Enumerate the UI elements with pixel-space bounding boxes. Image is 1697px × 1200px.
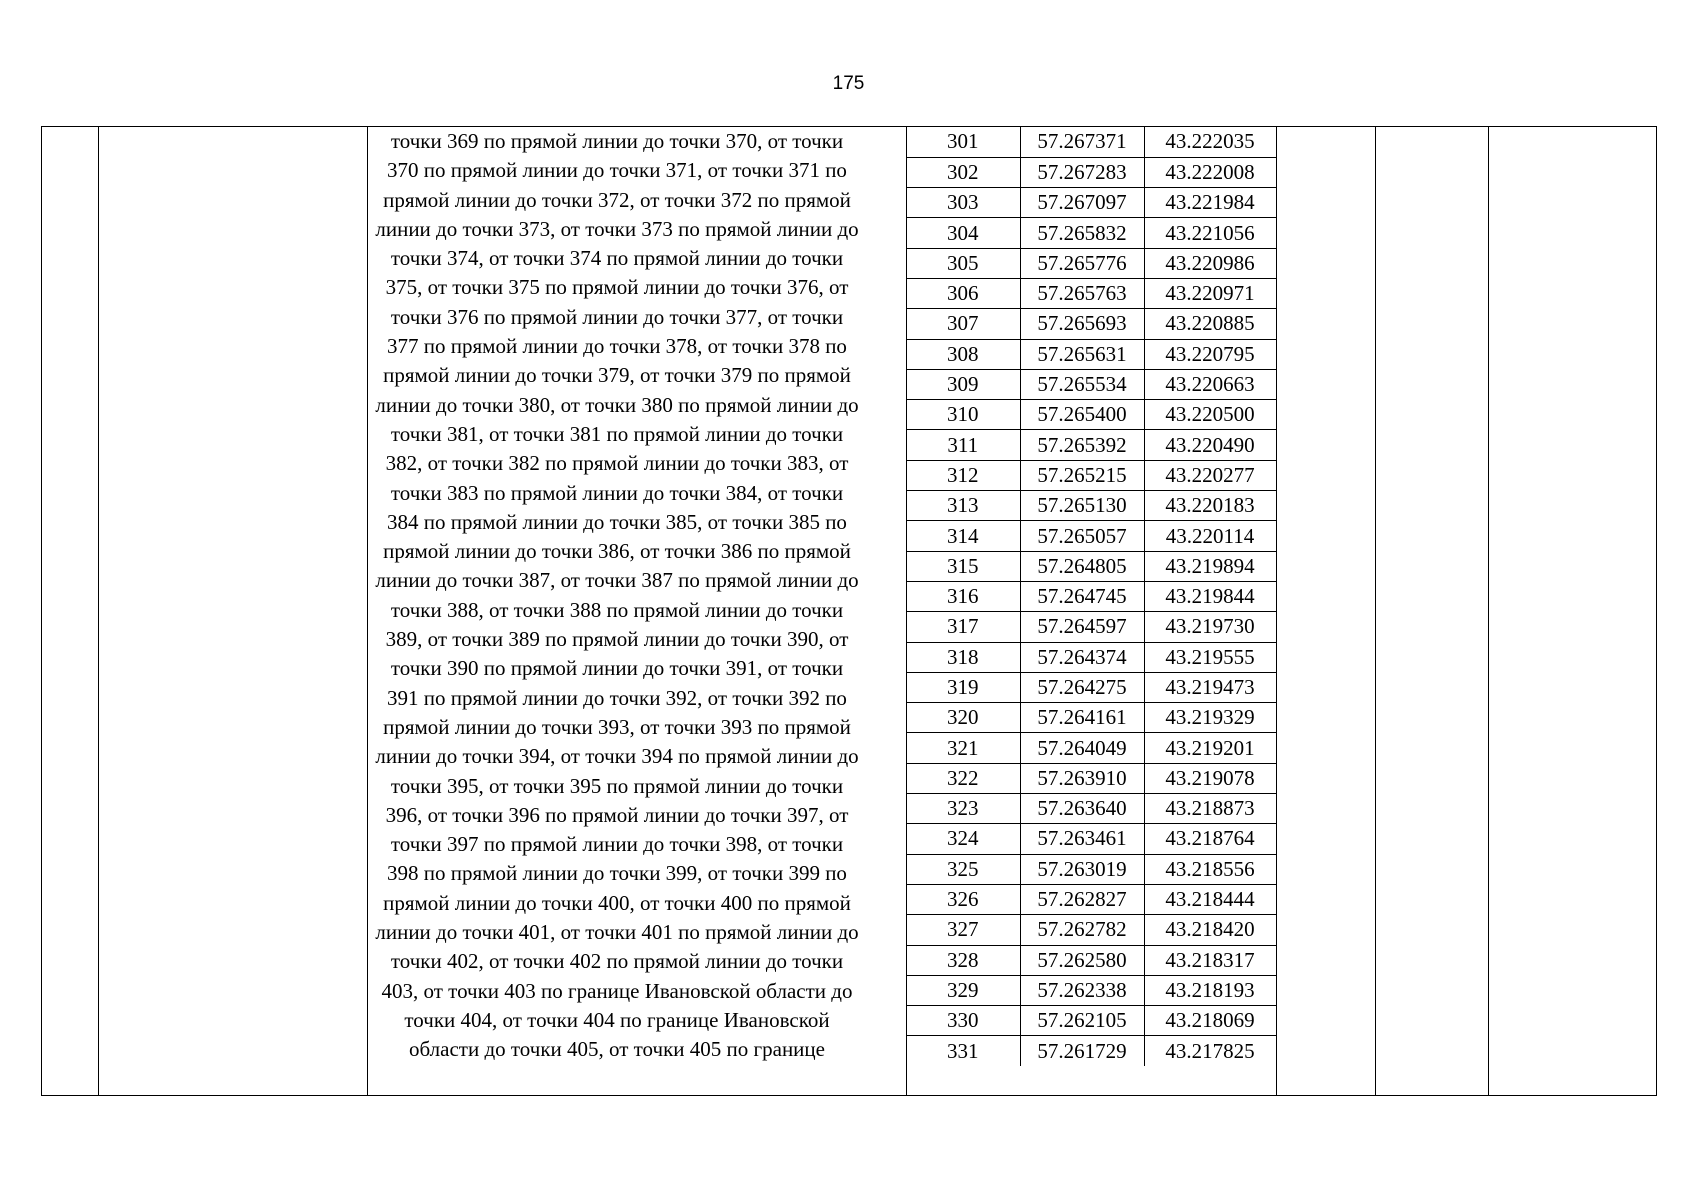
- table-row: [906, 309, 1276, 339]
- longitude-cell: 43.219844: [1144, 581, 1276, 611]
- point-number: 304: [906, 218, 1020, 248]
- longitude-cell: 43.222035: [1144, 127, 1276, 157]
- boundary-table: [41, 126, 1657, 1096]
- latitude-cell: 57.263910: [1020, 763, 1144, 793]
- latitude-cell: 57.265776: [1020, 248, 1144, 278]
- longitude-cell: 43.220114: [1144, 521, 1276, 551]
- point-number: 326: [906, 884, 1020, 914]
- table-row: [906, 794, 1276, 824]
- table-row: [906, 278, 1276, 308]
- longitude-cell: 43.220490: [1144, 430, 1276, 460]
- point-number: 329: [906, 975, 1020, 1005]
- point-number: 322: [906, 763, 1020, 793]
- latitude-cell: 57.262580: [1020, 945, 1144, 975]
- table-row: [906, 521, 1276, 551]
- latitude-cell: 57.261729: [1020, 1036, 1144, 1066]
- table-row: [906, 188, 1276, 218]
- point-number: 316: [906, 581, 1020, 611]
- latitude-cell: 57.267097: [1020, 188, 1144, 218]
- point-number: 305: [906, 248, 1020, 278]
- table-row: [906, 157, 1276, 187]
- latitude-cell: 57.267371: [1020, 127, 1144, 157]
- longitude-cell: 43.219555: [1144, 642, 1276, 672]
- point-number: 308: [906, 339, 1020, 369]
- longitude-cell: 43.219894: [1144, 551, 1276, 581]
- point-number: 315: [906, 551, 1020, 581]
- table-row: [906, 703, 1276, 733]
- longitude-cell: 43.218764: [1144, 824, 1276, 854]
- point-number: 317: [906, 612, 1020, 642]
- longitude-cell: 43.220885: [1144, 309, 1276, 339]
- longitude-cell: 43.218193: [1144, 975, 1276, 1005]
- longitude-cell: 43.219201: [1144, 733, 1276, 763]
- coordinates-table: [906, 127, 1277, 1066]
- table-row: [906, 763, 1276, 793]
- longitude-cell: 43.220500: [1144, 400, 1276, 430]
- table-row: [906, 460, 1276, 490]
- table-row: [906, 824, 1276, 854]
- latitude-cell: 57.264374: [1020, 642, 1144, 672]
- table-row: [906, 248, 1276, 278]
- latitude-cell: 57.264745: [1020, 581, 1144, 611]
- latitude-cell: 57.265763: [1020, 278, 1144, 308]
- table-row: [906, 339, 1276, 369]
- table-row: [906, 1006, 1276, 1036]
- latitude-cell: 57.264275: [1020, 672, 1144, 702]
- latitude-cell: 57.265057: [1020, 521, 1144, 551]
- latitude-cell: 57.265400: [1020, 400, 1144, 430]
- latitude-cell: 57.264597: [1020, 612, 1144, 642]
- table-row: [906, 672, 1276, 702]
- longitude-cell: 43.217825: [1144, 1036, 1276, 1066]
- longitude-cell: 43.219730: [1144, 612, 1276, 642]
- point-number: 324: [906, 824, 1020, 854]
- latitude-cell: 57.265693: [1020, 309, 1144, 339]
- table-row: [906, 854, 1276, 884]
- point-number: 301: [906, 127, 1020, 157]
- table-row: [906, 430, 1276, 460]
- table-row: [906, 581, 1276, 611]
- point-number: 325: [906, 854, 1020, 884]
- longitude-cell: 43.218873: [1144, 794, 1276, 824]
- point-number: 321: [906, 733, 1020, 763]
- column-divider: [98, 127, 99, 1095]
- point-number: 310: [906, 400, 1020, 430]
- latitude-cell: 57.265215: [1020, 460, 1144, 490]
- latitude-cell: 57.265130: [1020, 491, 1144, 521]
- table-row: [906, 369, 1276, 399]
- point-number: 303: [906, 188, 1020, 218]
- point-number: 328: [906, 945, 1020, 975]
- table-row: [906, 612, 1276, 642]
- table-row: [906, 551, 1276, 581]
- longitude-cell: 43.218317: [1144, 945, 1276, 975]
- table-row: [906, 127, 1276, 157]
- longitude-cell: 43.219078: [1144, 763, 1276, 793]
- longitude-cell: 43.220277: [1144, 460, 1276, 490]
- latitude-cell: 57.264805: [1020, 551, 1144, 581]
- longitude-cell: 43.220183: [1144, 491, 1276, 521]
- point-number: 319: [906, 672, 1020, 702]
- longitude-cell: 43.221056: [1144, 218, 1276, 248]
- page-number: 175: [832, 73, 865, 94]
- latitude-cell: 57.263019: [1020, 854, 1144, 884]
- point-number: 312: [906, 460, 1020, 490]
- table-row: [906, 1036, 1276, 1066]
- point-number: 311: [906, 430, 1020, 460]
- table-row: [906, 400, 1276, 430]
- table-row: [906, 218, 1276, 248]
- latitude-cell: 57.267283: [1020, 157, 1144, 187]
- point-number: 306: [906, 278, 1020, 308]
- longitude-cell: 43.219329: [1144, 703, 1276, 733]
- latitude-cell: 57.262782: [1020, 915, 1144, 945]
- longitude-cell: 43.218420: [1144, 915, 1276, 945]
- longitude-cell: 43.219473: [1144, 672, 1276, 702]
- point-number: 302: [906, 157, 1020, 187]
- column-divider: [1375, 127, 1376, 1095]
- longitude-cell: 43.218069: [1144, 1006, 1276, 1036]
- latitude-cell: 57.264161: [1020, 703, 1144, 733]
- boundary-description: точки 369 по прямой линии до точки 370, от точки 370 по прямой линии до точки 371, от точки 371 по прямой линии до точки 372, от точки 372 по прямой линии до точки 373, от точки 373 по прямой линии до точки 374, от точки 374 по прямой линии до точки 375, от точки 375 по прямой линии до точки 376, от точки 376 по прямой линии до точки 377, от точки 377 по прямой линии до точки 378, от точки 378 по прямой линии до точки 379, от точки 379 по прямой линии до точки 380, от точки 380 по прямой линии до точки 381, от точки 381 по прямой линии до точки 382, от точки 382 по прямой линии до точки 383, от точки 383 по прямой линии до точки 384, от точки 384 по прямой линии до точки 385, от точки 385 по прямой линии до точки 386, от точки 386 по прямой линии до точки 387, от точки 387 по прямой линии до точки 388, от точки 388 по прямой линии до точки 389, от точки 389 по прямой линии до точки 390, от точки 390 по прямой линии до точки 391, от точки 391 по прямой линии до точки 392, от точки 392 по прямой линии до точки 393, от точки 393 по прямой линии до точки 394, от точки 394 по прямой линии до точки 395, от точки 395 по прямой линии до точки 396, от точки 396 по прямой линии до точки 397, от точки 397 по прямой линии до точки 398, от точки 398 по прямой линии до точки 399, от точки 399 по прямой линии до точки 400, от точки 400 по прямой линии до точки 401, от точки 401 по прямой линии до точки 402, от точки 402 по прямой линии до точки 403, от точки 403 по границе Ивановской области до точки 404, от точки 404 по границе Ивановской области до точки 405, от точки 405 по границе: [375, 129, 859, 1062]
- latitude-cell: 57.265631: [1020, 339, 1144, 369]
- longitude-cell: 43.220795: [1144, 339, 1276, 369]
- table-row: [906, 884, 1276, 914]
- latitude-cell: 57.262338: [1020, 975, 1144, 1005]
- point-number: 313: [906, 491, 1020, 521]
- point-number: 314: [906, 521, 1020, 551]
- column-divider: [1488, 127, 1489, 1095]
- longitude-cell: 43.220971: [1144, 278, 1276, 308]
- table-row: [906, 491, 1276, 521]
- longitude-cell: 43.222008: [1144, 157, 1276, 187]
- table-row: [906, 642, 1276, 672]
- table-row: [906, 975, 1276, 1005]
- point-number: 330: [906, 1006, 1020, 1036]
- latitude-cell: 57.263461: [1020, 824, 1144, 854]
- latitude-cell: 57.262105: [1020, 1006, 1144, 1036]
- point-number: 309: [906, 369, 1020, 399]
- longitude-cell: 43.220986: [1144, 248, 1276, 278]
- point-number: 327: [906, 915, 1020, 945]
- latitude-cell: 57.264049: [1020, 733, 1144, 763]
- longitude-cell: 43.220663: [1144, 369, 1276, 399]
- point-number: 331: [906, 1036, 1020, 1066]
- longitude-cell: 43.221984: [1144, 188, 1276, 218]
- latitude-cell: 57.262827: [1020, 884, 1144, 914]
- longitude-cell: 43.218444: [1144, 884, 1276, 914]
- table-row: [906, 733, 1276, 763]
- point-number: 318: [906, 642, 1020, 672]
- point-number: 307: [906, 309, 1020, 339]
- point-number: 323: [906, 794, 1020, 824]
- latitude-cell: 57.265392: [1020, 430, 1144, 460]
- table-row: [906, 915, 1276, 945]
- latitude-cell: 57.265832: [1020, 218, 1144, 248]
- longitude-cell: 43.218556: [1144, 854, 1276, 884]
- latitude-cell: 57.265534: [1020, 369, 1144, 399]
- table-row: [906, 945, 1276, 975]
- latitude-cell: 57.263640: [1020, 794, 1144, 824]
- point-number: 320: [906, 703, 1020, 733]
